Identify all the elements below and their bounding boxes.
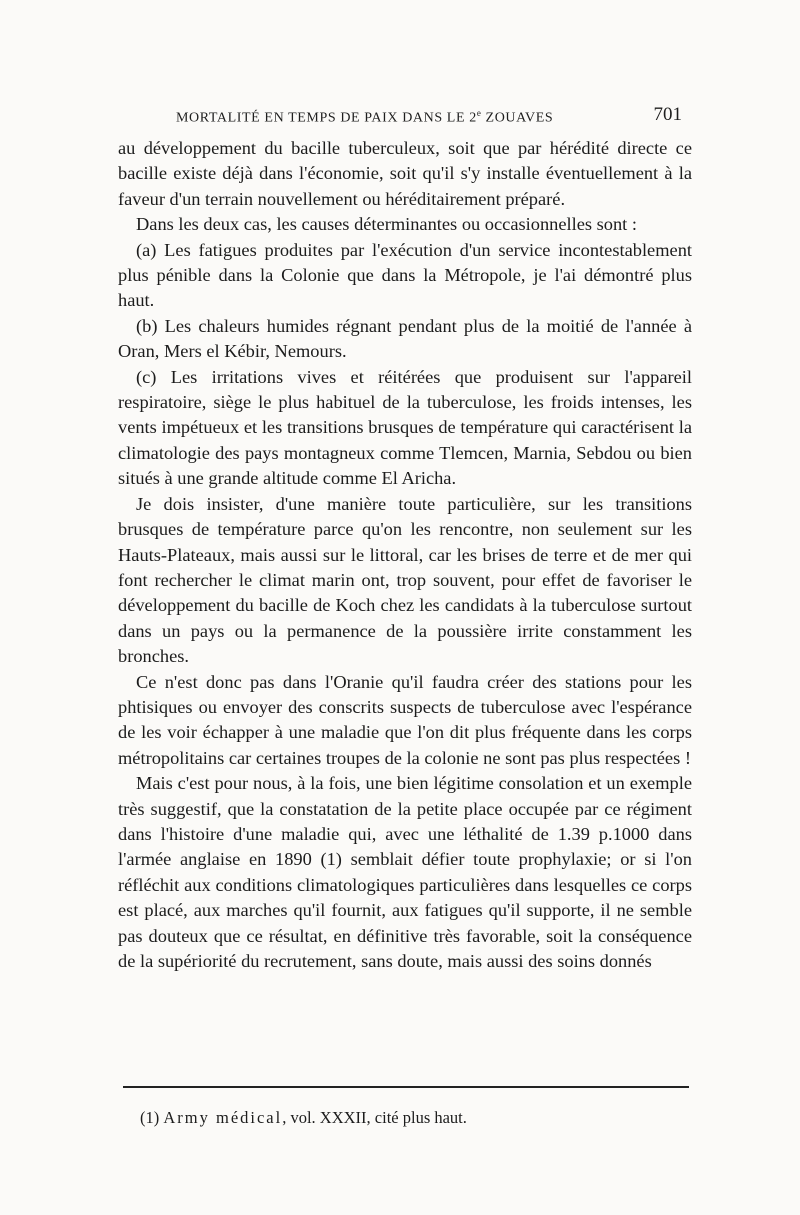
- paragraph-oranie: Ce n'est donc pas dans l'Oranie qu'il faudra créer des stations pour les phtisiques ou envoyer des conscrits suspects de tuberculose avec l'espérance de les voir échapper à une maladie que l'on dit plus fréquente dans les corps métropolitains car certaines troupes de la colonie ne sont pas plus respectées !: [118, 671, 692, 768]
- page-number: 701: [653, 104, 682, 125]
- footnote-marker: (1): [140, 1108, 164, 1127]
- footnote-rule: [123, 1086, 689, 1088]
- running-head-superscript: e: [476, 108, 482, 118]
- paragraph-continuation: au développement du bacille tuberculeux, soit que par hérédité directe ce bacille existe déjà dans l'économie, soit qu'il s'y installe éventuellement à la faveur d'un terrain nouvellement ou héréditairement préparé.: [118, 138, 692, 209]
- running-head-text: MORTALITÉ EN TEMPS DE PAIX DANS LE 2: [176, 110, 477, 126]
- paragraph-causes: Dans les deux cas, les causes déterminantes ou occasionnelles sont :: [136, 214, 638, 235]
- footnote-source: Army médical: [163, 1108, 283, 1127]
- paragraph-cause-b: (b) Les chaleurs humides régnant pendant plus de la moitié de l'année à Oran, Mers el Kébir, Nemours.: [118, 315, 692, 362]
- paragraph-cause-c: (c) Les irritations vives et réitérées que produisent sur l'appareil respiratoire, siège le plus habituel de la tuberculose, les froids intenses, les vents impétueux et les transitions brusques de température qui caractérisent la climatologie des pays montagneux comme Tlemcen, Marnia, Sebdou ou bien situés à une grande altitude comme El Aricha.: [118, 366, 692, 489]
- body-text: [118, 136, 692, 974]
- paragraph-consolation: Mais c'est pour nous, à la fois, une bien légitime consolation et un exemple très suggestif, que la constatation de la petite place occupée par ce régiment dans l'histoire d'une maladie qui, avec une léthalité de 1.39 p.1000 dans l'armée anglaise en 1890 (1) semblait défier toute prophylaxie; or si l'on réfléchit aux conditions climatologiques particulières dans lesquelles ce corps est placé, aux marches qu'il fournit, aux fatigues qu'il supporte, il ne semble pas douteux que ce résultat, en définitive très favorable, soit la conséquence de la supériorité du recrutement, sans doute, mais aussi des soins donnés: [118, 773, 692, 971]
- running-head-tail: ZOUAVES: [481, 110, 554, 126]
- running-head: [176, 108, 553, 127]
- paragraph-transitions: Je dois insister, d'une manière toute particulière, sur les transitions brusques de température parce qu'on les rencontre, non seulement sur les Hauts-Plateaux, mais aussi sur le littoral, car les brises de terre et de mer qui font rechercher le climat marin ont, trop souvent, pour effet de favoriser le développement du bacille de Koch chez les candidats à la tuberculose surtout dans un pays ou la permanence de la poussière irrite constamment les bronches.: [118, 493, 692, 667]
- footnote-citation: , vol. XXXII, cité plus haut.: [282, 1108, 467, 1127]
- footnote: [140, 1108, 688, 1128]
- paragraph-cause-a: (a) Les fatigues produites par l'exécution d'un service incontestablement plus pénible dans la Colonie que dans la Métropole, je l'ai démontré plus haut.: [118, 239, 692, 311]
- page-header: [118, 104, 692, 130]
